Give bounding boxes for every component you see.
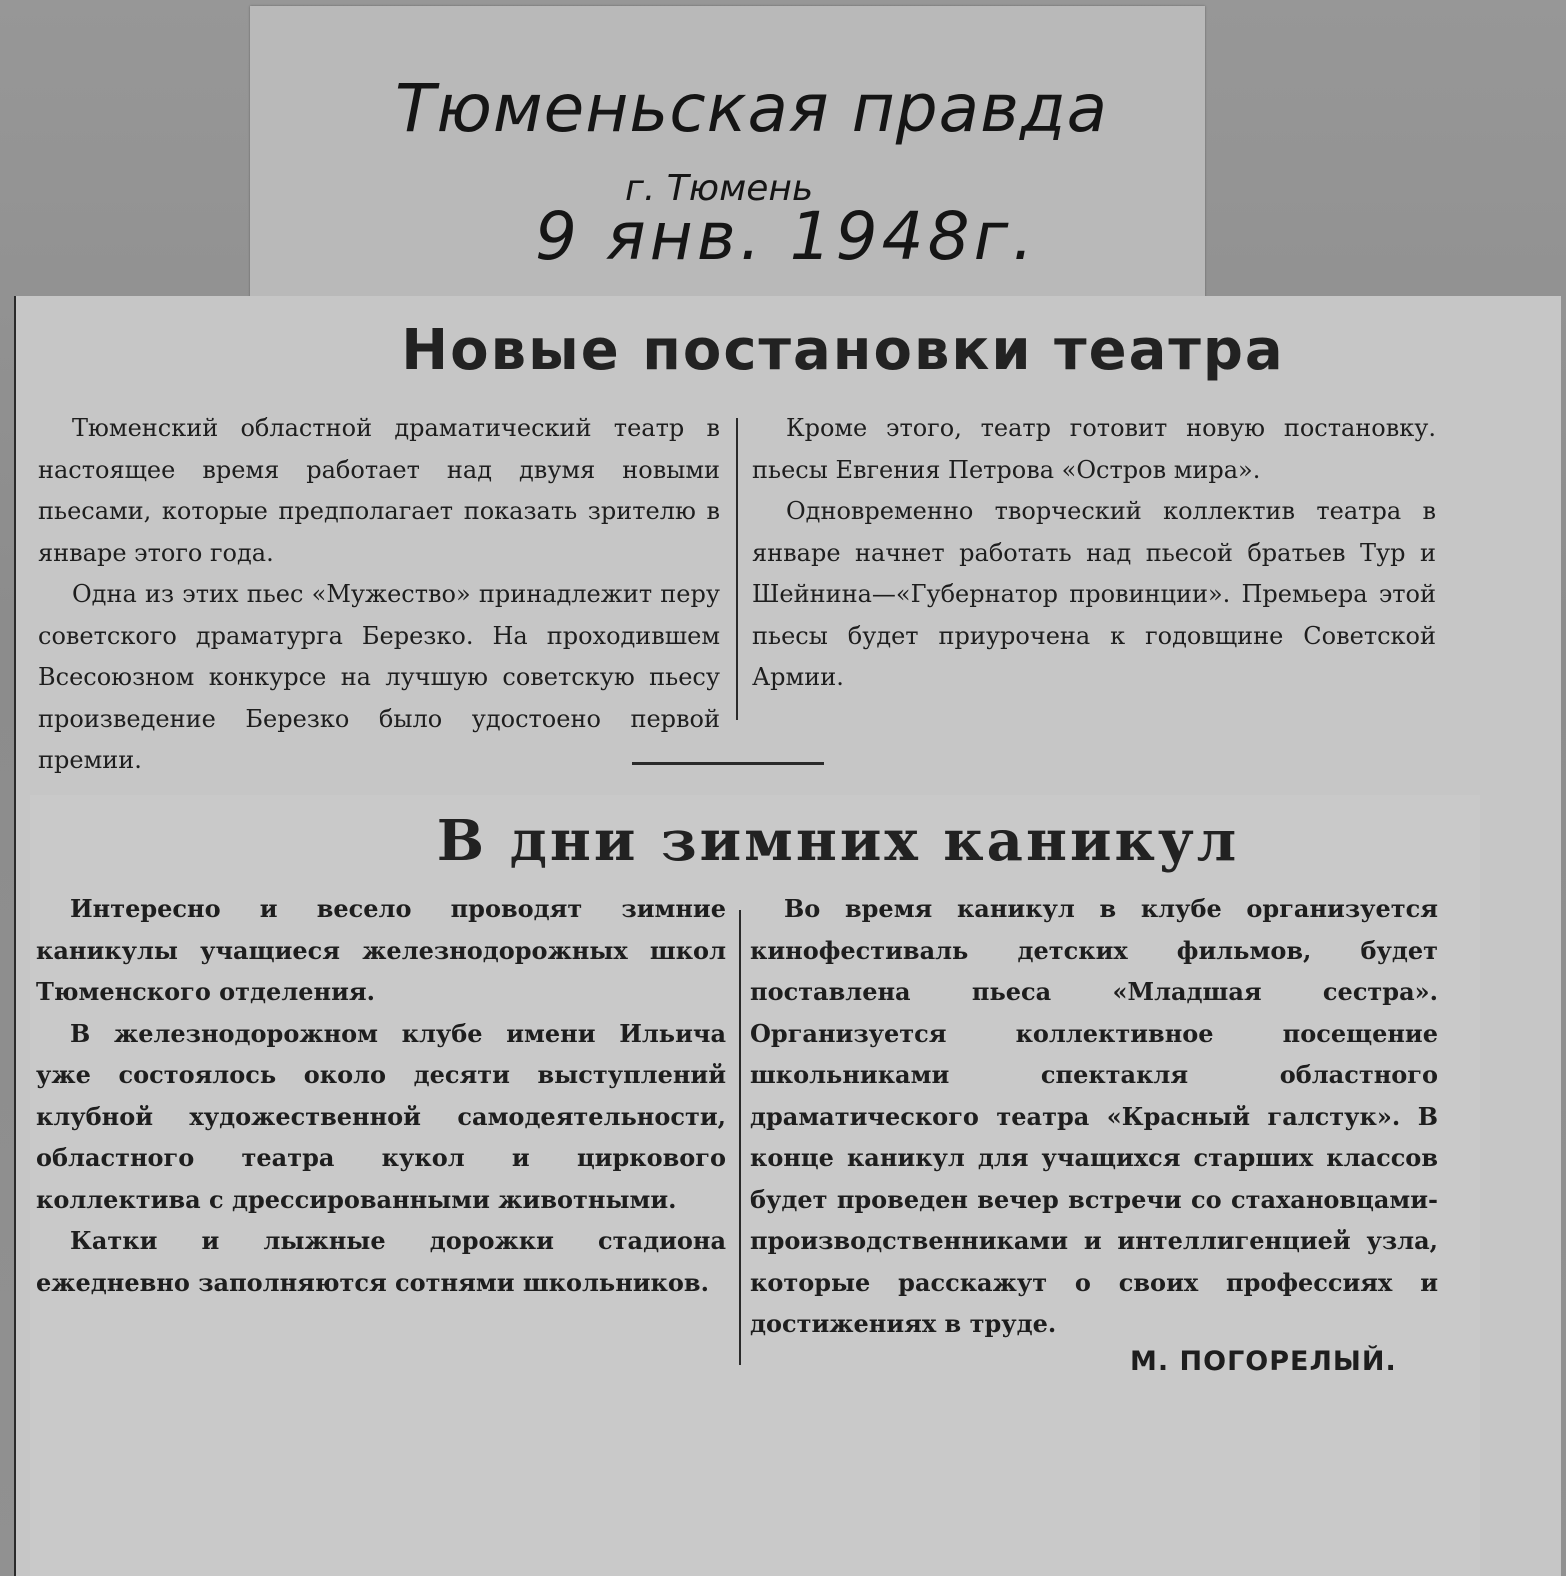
column-divider	[736, 418, 738, 720]
article-separator	[632, 762, 824, 765]
article2-title: В дни зимних каникул	[436, 808, 1240, 874]
paragraph: Одновременно творческий коллектив театра в январе начнет работать над пьесой братьев Тур и Шейнина—«Губернатор провинции». Премьера этой пьесы будет приурочена к годовщине Советской Армии.	[752, 497, 1436, 691]
author-signature: М. ПОГОРЕЛЫЙ.	[1130, 1346, 1397, 1377]
article2-left-column	[36, 888, 726, 1303]
paragraph: Во время каникул в клубе организуется кинофестиваль детских фильмов, будет поставлена пьеса «Младшая сестра». Организуется коллективное посещение школьниками спектакля областного драматического театра «Красный галстук». В конце каникул для учащихся старших классов будет проведен вечер встречи со стахановцами-производственниками и интеллигенцией узла, которые расскажут о своих профессиях и достижениях в труде.	[750, 894, 1438, 1338]
paragraph: В железнодорожном клубе имени Ильича уже состоялось около десяти выступлений клубной художественной самодеятельности, областного театра кукол и циркового коллектива с дрессированными животными.	[36, 1018, 726, 1214]
handwritten-date: 9 янв. 1948г.	[535, 198, 1038, 275]
paragraph: Катки и лыжные дорожки стадиона ежедневно заполняются сотнями школьников.	[36, 1226, 726, 1297]
paragraph: Тюменский областной драматический театр в настоящее время работает над двумя новыми пьесами, которые предполагает показать зрителю в январе этого года.	[38, 414, 720, 567]
article1-title: Новые постановки театра	[401, 318, 1285, 383]
article1-left-column	[38, 408, 720, 782]
paragraph: Кроме этого, театр готовит новую постановку. пьесы Евгения Петрова «Остров мира».	[752, 414, 1436, 484]
article1-right-column	[752, 408, 1436, 699]
paragraph: Одна из этих пьес «Мужество» принадлежит перу советского драматурга Березко. На проходившем Всесоюзном конкурсе на лучшую советскую пьесу произведение Березко было удостоено первой премии.	[38, 580, 720, 774]
column-divider	[739, 910, 741, 1365]
handwritten-city: г. Тюмень	[625, 168, 814, 209]
paragraph: Интересно и весело проводят зимние каникулы учащиеся железнодорожных школ Тюменского отделения.	[36, 894, 726, 1006]
article2-right-column	[750, 888, 1438, 1345]
handwritten-newspaper-name: Тюменьская правда	[395, 70, 1109, 147]
